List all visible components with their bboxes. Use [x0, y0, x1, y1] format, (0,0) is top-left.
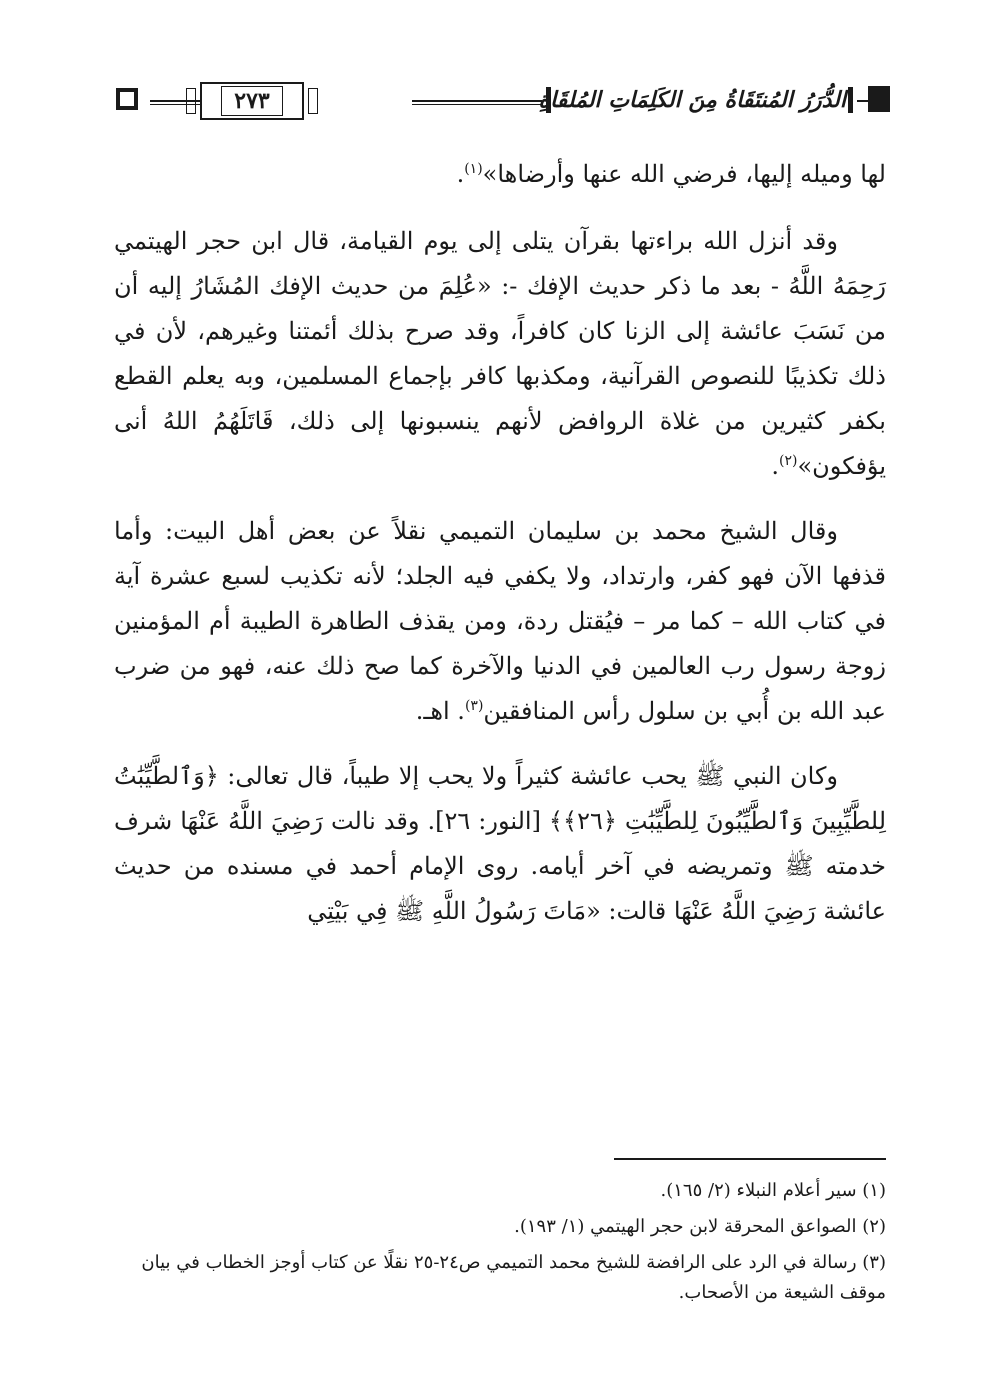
header-rule-middle: [412, 100, 542, 105]
footnotes: [114, 1176, 886, 1314]
page-number-frame: [200, 82, 304, 120]
paragraph-3-end: . اهـ.: [415, 697, 465, 725]
footnote-ref-1: (١): [464, 161, 483, 177]
paragraph-3-text: وقال الشيخ محمد بن سليمان التميمي نقلاً عن بعض أهل البيت: وأما قذفها الآن فهو كفر، وارتداد، ولا يكفي فيه الجلد؛ لأنه تكذيب لسبع عشرة آية في كتاب الله – كما مر – فيُقتل ردة، ومن يقذف الطاهرة الطيبة أم المؤمنين زوجة رسول رب العالمين في الدنيا والآخرة كما صح ذلك عنه، فهو من ضرب عبد الله بن أُبي بن سلول رأس المنافقين: [114, 517, 886, 725]
header-square-right-ornament: [868, 86, 890, 112]
footnote-3: (٣) رسالة في الرد على الرافضة للشيخ محمد التميمي ص٢٤-٢٥ نقلًا عن كتاب أوجز الخطاب في بيان موقف الشيعة من الأصحاب.: [141, 1252, 886, 1303]
paragraph-3: [114, 509, 886, 734]
page-number: ٢٧٣: [221, 86, 282, 116]
paragraph-1-text: لها وميله إليها، فرضي الله عنها وأرضاها»: [482, 160, 886, 188]
footnote-ref-2: (٢): [779, 453, 798, 469]
running-header: [112, 78, 886, 126]
paragraph-2-text: وقد أنزل الله براءتها بقرآن يتلى إلى يوم القيامة، قال ابن حجر الهيتمي رَحِمَهُ اللَّهُ - بعد ما ذكر حديث الإفك -: «عُلِمَ من حديث الإفك المُشَارُ إليه أن من نَسَبَ عائشة إلى الزنا كان كافراً، وقد صرح بذلك أئمتنا وغيرهم، لأن في ذلك تكذيبًا للنصوص القرآنية، ومكذبها كافر بإجماع المسلمين، وبه يعلم القطع بكفر كثيرين من غلاة الروافض لأنهم ينسبونها إلى ذلك، قَاتَلَهُمُ اللهُ أنى يؤفكون»: [114, 227, 887, 480]
paragraph-4-text: وكان النبي ﷺ يحب عائشة كثيراً ولا يحب إلا طيباً، قال تعالى: ﴿وَٱلطَّيِّبَٰتُ لِلطَّيِّبِينَ وَٱلطَّيِّبُونَ لِلطَّيِّبَٰتِ ﴿٢٦﴾﴾ [النور: ٢٦]. وقد نالت رَضِيَ اللَّهُ عَنْهَا شرف خدمته ﷺ وتمريضه في آخر أيامه. روى الإمام أحمد في مسنده من حديث عائشة رَضِيَ اللَّهُ عَنْهَا قالت: «مَاتَ رَسُولُ اللَّهِ ﷺ فِي بَيْتِي: [114, 762, 887, 925]
header-bar-ornament: [848, 87, 853, 113]
paragraph-4: [114, 754, 886, 934]
footnote-ref-3: (٣): [464, 698, 484, 714]
header-square-left-ornament: [116, 88, 138, 110]
footnote-separator: [614, 1158, 886, 1160]
paragraph-1: [114, 152, 886, 197]
main-text: [114, 152, 886, 954]
footnote-1: (١) سير أعلام النبلاء (٢/ ١٦٥).: [660, 1180, 886, 1201]
paragraph-2-end: .: [771, 452, 780, 480]
book-title: الدُّرَرُ المُنتَقَاةُ مِنَ الكَلِمَاتِ المُلقَاةِ: [538, 87, 846, 113]
footnote-2: (٢) الصواعق المحرقة لابن حجر الهيتمي (١/ ١٩٣).: [514, 1216, 886, 1237]
paragraph-2: [114, 219, 886, 489]
paragraph-1-end: .: [456, 160, 465, 188]
